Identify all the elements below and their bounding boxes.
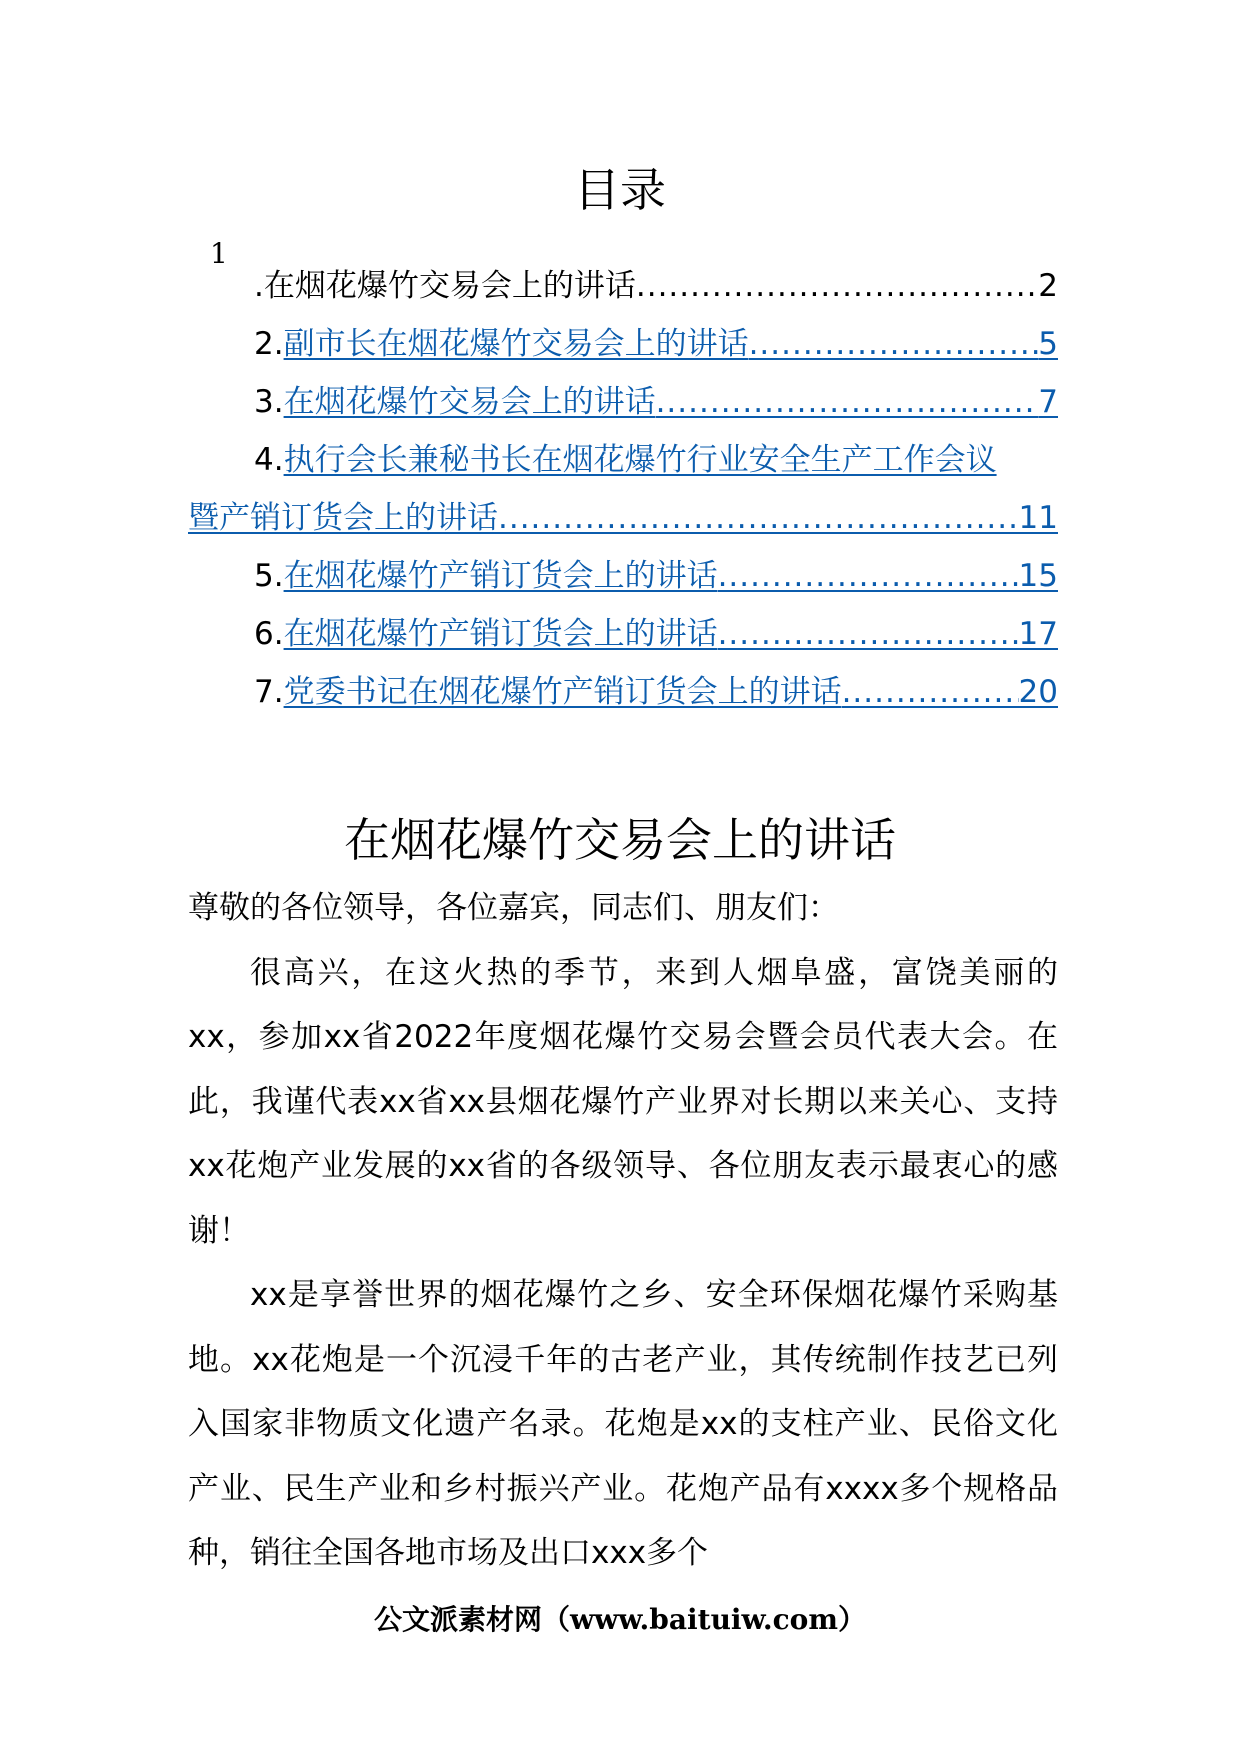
toc-item-number: 4. xyxy=(254,442,284,478)
toc-item-number: 5. xyxy=(254,558,284,594)
toc-item-text: .在烟花爆竹交易会上的讲话 xyxy=(254,268,636,304)
toc-item-link[interactable]: 执行会长兼秘书长在烟花爆竹行业安全生产工作会议 xyxy=(283,442,997,478)
toc-item-number: 3. xyxy=(254,384,284,420)
toc-item-page[interactable]: 20 xyxy=(1018,674,1058,710)
toc-item-2[interactable] xyxy=(188,322,1058,366)
toc-item-page[interactable]: 15 xyxy=(1018,558,1058,594)
toc-item-4-line-1[interactable] xyxy=(188,438,1058,482)
toc-leader-dots xyxy=(718,554,1019,598)
toc-item-link[interactable]: 在烟花爆竹交易会上的讲话 xyxy=(283,384,656,420)
salutation: 尊敬的各位领导，各位嘉宾，同志们、朋友们： xyxy=(188,890,839,926)
footer-watermark: 公文派素材网（www.baituiw.com） xyxy=(374,1603,866,1636)
toc-item-page: 2 xyxy=(1038,268,1058,304)
toc-leader-dots xyxy=(656,380,1039,424)
toc-item-page[interactable]: 17 xyxy=(1018,616,1058,652)
toc-item-page[interactable]: 7 xyxy=(1038,384,1058,420)
toc-leader-dots xyxy=(842,670,1019,714)
body-paragraph-1: 很高兴，在这火热的季节，来到人烟阜盛，富饶美丽的xx，参加xx省2022年度烟花爆竹交易会暨会员代表大会。在此，我谨代表xx省xx县烟花爆竹产业界对长期以来关心、支持xx花炮产业发展的xx省的各级领导、各位朋友表示最衷心的感谢！ xyxy=(188,954,1058,1249)
toc-item-4-line-2[interactable] xyxy=(188,496,1058,540)
toc-lone-number: 1 xyxy=(210,237,228,270)
toc-leader-dots xyxy=(749,322,1039,366)
toc-item-number: 6. xyxy=(254,616,284,652)
toc-item-page[interactable]: 5 xyxy=(1038,326,1058,362)
document-body xyxy=(188,876,1058,1586)
toc-item-7[interactable] xyxy=(188,670,1058,714)
toc-item-link[interactable]: 副市长在烟花爆竹交易会上的讲话 xyxy=(283,326,749,362)
toc-item-link[interactable]: 党委书记在烟花爆竹产销订货会上的讲话 xyxy=(283,674,842,710)
toc-item-link[interactable]: 在烟花爆竹产销订货会上的讲话 xyxy=(283,558,718,594)
toc-item-link[interactable]: 暨产销订货会上的讲话 xyxy=(188,500,498,536)
body-paragraph-2: xx是享誉世界的烟花爆竹之乡、安全环保烟花爆竹采购基地。xx花炮是一个沉浸千年的古老产业，其传统制作技艺已列入国家非物质文化遗产名录。花炮是xx的支柱产业、民俗文化产业、民生产业和乡村振兴产业。花炮产品有xxxx多个规格品种，销往全国各地市场及出口xxx多个 xyxy=(188,1277,1058,1571)
toc-item-link[interactable]: 在烟花爆竹产销订货会上的讲话 xyxy=(283,616,718,652)
toc-item-page[interactable]: 11 xyxy=(1018,500,1058,536)
toc-item-number: 2. xyxy=(254,326,284,362)
toc-item-3[interactable] xyxy=(188,380,1058,424)
toc-item-5[interactable] xyxy=(188,554,1058,598)
toc-item-6[interactable] xyxy=(188,612,1058,656)
toc-leader-dots xyxy=(718,612,1019,656)
toc-leader-dots xyxy=(498,496,1019,540)
document-title: 在烟花爆竹交易会上的讲话 xyxy=(344,813,896,867)
toc-title: 目录 xyxy=(574,163,666,217)
toc-item-1[interactable] xyxy=(188,264,1058,308)
toc-item-number: 7. xyxy=(254,674,284,710)
toc-leader-dots xyxy=(636,264,1038,308)
